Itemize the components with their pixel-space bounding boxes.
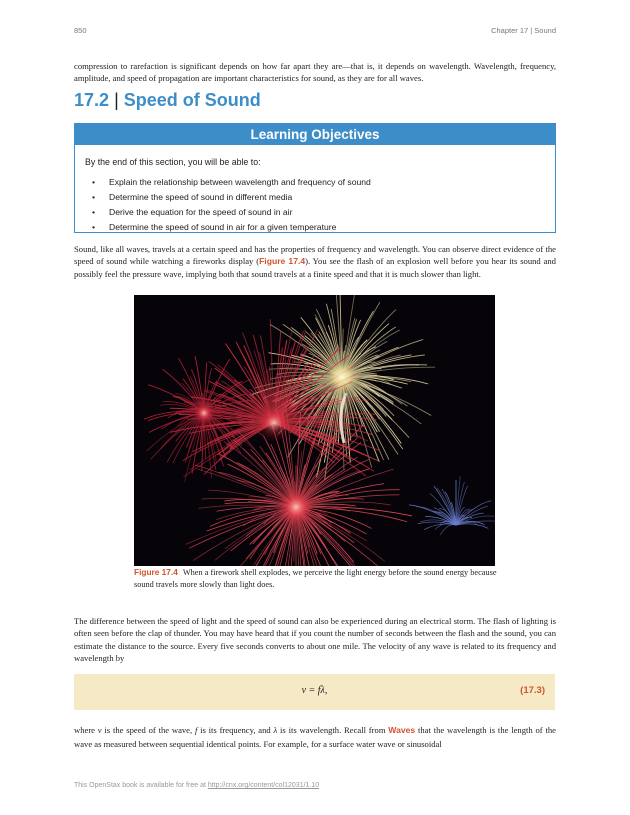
equation-number: (17.3)	[520, 685, 545, 696]
paragraph-text: Sound, like all waves, travels at a certain speed and has the properties of frequency and wavelength. You can observe direct evidence of the speed of sound while watching a fireworks display (	[74, 244, 556, 267]
figure-caption	[134, 567, 506, 590]
paragraph-text: is its wavelength. Recall from	[277, 725, 389, 735]
objective-item: • Explain the relationship between wavelength and frequency of sound	[87, 175, 371, 190]
equation-box	[74, 674, 555, 710]
fireworks-image	[134, 295, 495, 566]
section-number: 17.2	[74, 90, 110, 110]
paragraph-storm: The difference between the speed of light and the speed of sound can also be experienced during an electrical storm. The flash of lighting is often seen before the clap of thunder. You may have heard that if you count the number of seconds between the flash and the sound, you can estimate the distance to the source. Every five seconds converts to about one mile. The velocity of any wave is related to its frequency and wavelength by	[74, 616, 556, 664]
var-f: f	[194, 725, 198, 735]
var-lambda: λ	[273, 725, 278, 735]
paragraph-text: is the speed of the wave,	[101, 725, 195, 735]
var-v: v	[97, 725, 102, 735]
section-name: Speed of Sound	[123, 90, 261, 110]
objective-item: • Determine the speed of sound in different media	[87, 190, 371, 205]
learning-objectives-heading: Learning Objectives	[75, 124, 555, 145]
footer	[74, 782, 319, 789]
learning-objectives-intro: By the end of this section, you will be able to:	[85, 157, 261, 167]
learning-objectives-list	[87, 175, 371, 235]
learning-objectives-box	[74, 123, 556, 233]
equation-expression: v = fλ,	[301, 685, 328, 696]
intro-paragraph: compression to rarefaction is significant depends on how far apart they are—that is, it depends on wavelength. Wavelength, frequency, amplitude, and speed of propagation are important characteristics for sound, as they are for all waves.	[74, 61, 556, 84]
objective-item: • Derive the equation for the speed of sound in air	[87, 205, 371, 220]
section-separator: |	[114, 90, 119, 110]
section-title	[74, 90, 261, 111]
page-number: 850	[74, 26, 87, 35]
caption-text: When a firework shell explodes, we perceive the light energy before the sound energy because sound travels more slowly than light does.	[134, 568, 497, 589]
paragraph-velocity	[74, 723, 556, 751]
paragraph-fireworks	[74, 243, 556, 280]
paragraph-text: where	[74, 725, 98, 735]
chapter-header: Chapter 17 | Sound	[491, 26, 556, 35]
footer-link[interactable]: http://cnx.org/content/col12031/1.10	[207, 782, 320, 789]
footer-text: This OpenStax book is available for free at	[74, 782, 208, 789]
figure-label: Figure 17.4	[134, 567, 178, 577]
paragraph-text: is its frequency, and	[197, 725, 274, 735]
waves-link[interactable]: Waves	[388, 725, 416, 735]
paragraph-text: that the wavelength is the length of the wave as measured between sequential identical points. For example, for a surface water wave or sinusoidal	[74, 725, 556, 749]
objective-item: • Determine the speed of sound in air for a given temperature	[87, 220, 371, 235]
fireworks-illustration	[134, 295, 495, 566]
paragraph-text: ). You see the flash of an explosion well before you hear its sound and possibly feel the pressure wave, implying both that sound travels at a finite speed and that it is much slower than light.	[74, 256, 556, 279]
figure-link[interactable]: Figure 17.4	[259, 256, 306, 267]
